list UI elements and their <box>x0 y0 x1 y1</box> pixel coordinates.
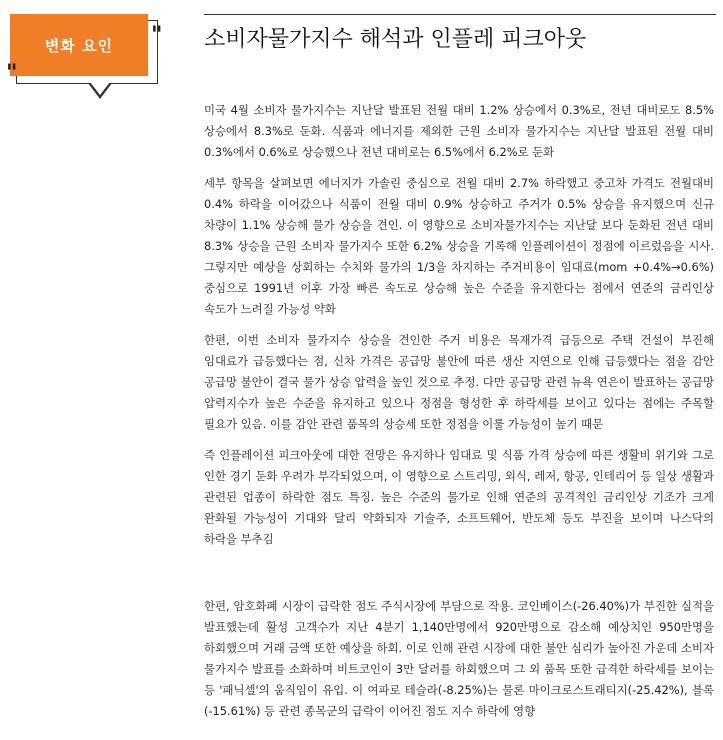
article-body <box>204 100 714 732</box>
open-quote-mark: " <box>6 60 18 86</box>
badge-label: 변화 요인 <box>10 14 148 76</box>
paragraph-1: 미국 4월 소비자 물가지수는 지난달 발표된 전월 대비 1.2% 상승에서 0.3%로, 전년 대비로도 8.5% 상승에서 8.3%로 둔화. 식품과 에너지를 제외한 근원 소비자 물가지수는 지난달 발표된 전월 대비 0.3%에서 0.6%로 상승했으나 전년 대비로는 6.5%에서 6.2%로 둔화 <box>204 103 714 159</box>
paragraph-4: 즉 인플레이션 피크아웃에 대한 전망은 유지하나 임대료 및 식품 가격 상승에 따른 생활비 위기와 그로 인한 경기 둔화 우려가 부각되었으며, 이 영향으로 스트리밍, 외식, 레저, 항공, 인테리어 등 일상 생활과 관련된 업종이 하락한 점도 특징. 높은 수준의 물가로 인해 연준의 공격적인 금리인상 기조가 크게 완화될 가능성이 기대와 달리 약화되자 기술주, 소프트웨어, 반도체 등도 부진을 보이며 나스닥의 하락을 부추김 <box>204 448 714 546</box>
paragraph-3: 한편, 이번 소비자 물가지수 상승을 견인한 주거 비용은 목재가격 급등으로 주택 건설이 부진해 임대료가 급등했다는 점, 신차 가격은 공급망 불안에 따른 생산 지연으로 인해 급등했다는 점을 감안 공급망 불안이 결국 물가 상승 압력을 높인 것으로 추정. 다만 공급망 관련 뉴욕 연은이 발표하는 공급망 압력지수가 높은 수준을 유지하고 있으나 정점을 형성한 후 하락세를 보이고 있다는 점에는 주목할 필요가 있음. 이를 감안 관련 품목의 상승세 또한 정점을 이룰 가능성이 높기 때문 <box>204 333 714 431</box>
badge-tail-fill <box>90 82 110 95</box>
page-title: 소비자물가지수 해석과 인플레 피크아웃 <box>204 27 587 52</box>
paragraph-2: 세부 항목을 살펴보면 에너지가 가솔린 중심으로 전월 대비 2.7% 하락했고 중고차 가격도 전월대비 0.4% 하락을 이어갔으나 식품이 전월 대비 0.9% 상승하고 주거가 0.5% 상승을 유지했으며 신규 차량이 1.1% 상승해 물가 상승을 견인. 이 영향으로 소비자물가지수는 지난달 보다 둔화된 전년 대비 8.3% 상승을 근원 소비자 물가지수 또한 6.2% 상승을 기록해 인플레이션이 정점에 이르렀음을 시사. 그렇지만 예상을 상회하는 수치와 물가의 1/3을 차지하는 주거비용이 임대료(mom +0.4%→0.6%) 중심으로 1991년 이후 가장 빠른 속도로 상승해 높은 수준을 유지한다는 점에서 연준의 금리인상 속도가 느려질 가능성 약화 <box>204 176 714 316</box>
section-spacer <box>204 560 714 596</box>
close-quote-mark: " <box>151 22 163 48</box>
paragraph-5: 한편, 암호화폐 시장이 급락한 점도 주식시장에 부담으로 작용. 코인베이스(-26.40%)가 부진한 실적을 발표했는데 활성 고객수가 지난 4분기 1,140만명에서 920만명으로 감소해 예상치인 950만명을 하회했으며 거래 금액 또한 예상을 하회. 이로 인해 관련 시장에 대한 불안 심리가 높아진 가운데 소비자 물가지수 발표를 소화하며 비트코인이 3만 달러를 하회했으며 그 외 품목 또한 급격한 하락세를 보이는 등 '패닉셀'의 움직임이 유입. 이 여파로 테슬라(-8.25%)는 물론 마이크로스트래티지(-25.42%), 블록(-15.61%) 등 관련 종목군의 급락이 이어진 점도 지수 하락에 영향 <box>204 599 714 718</box>
title-rule <box>204 14 716 15</box>
section-badge <box>8 14 168 104</box>
